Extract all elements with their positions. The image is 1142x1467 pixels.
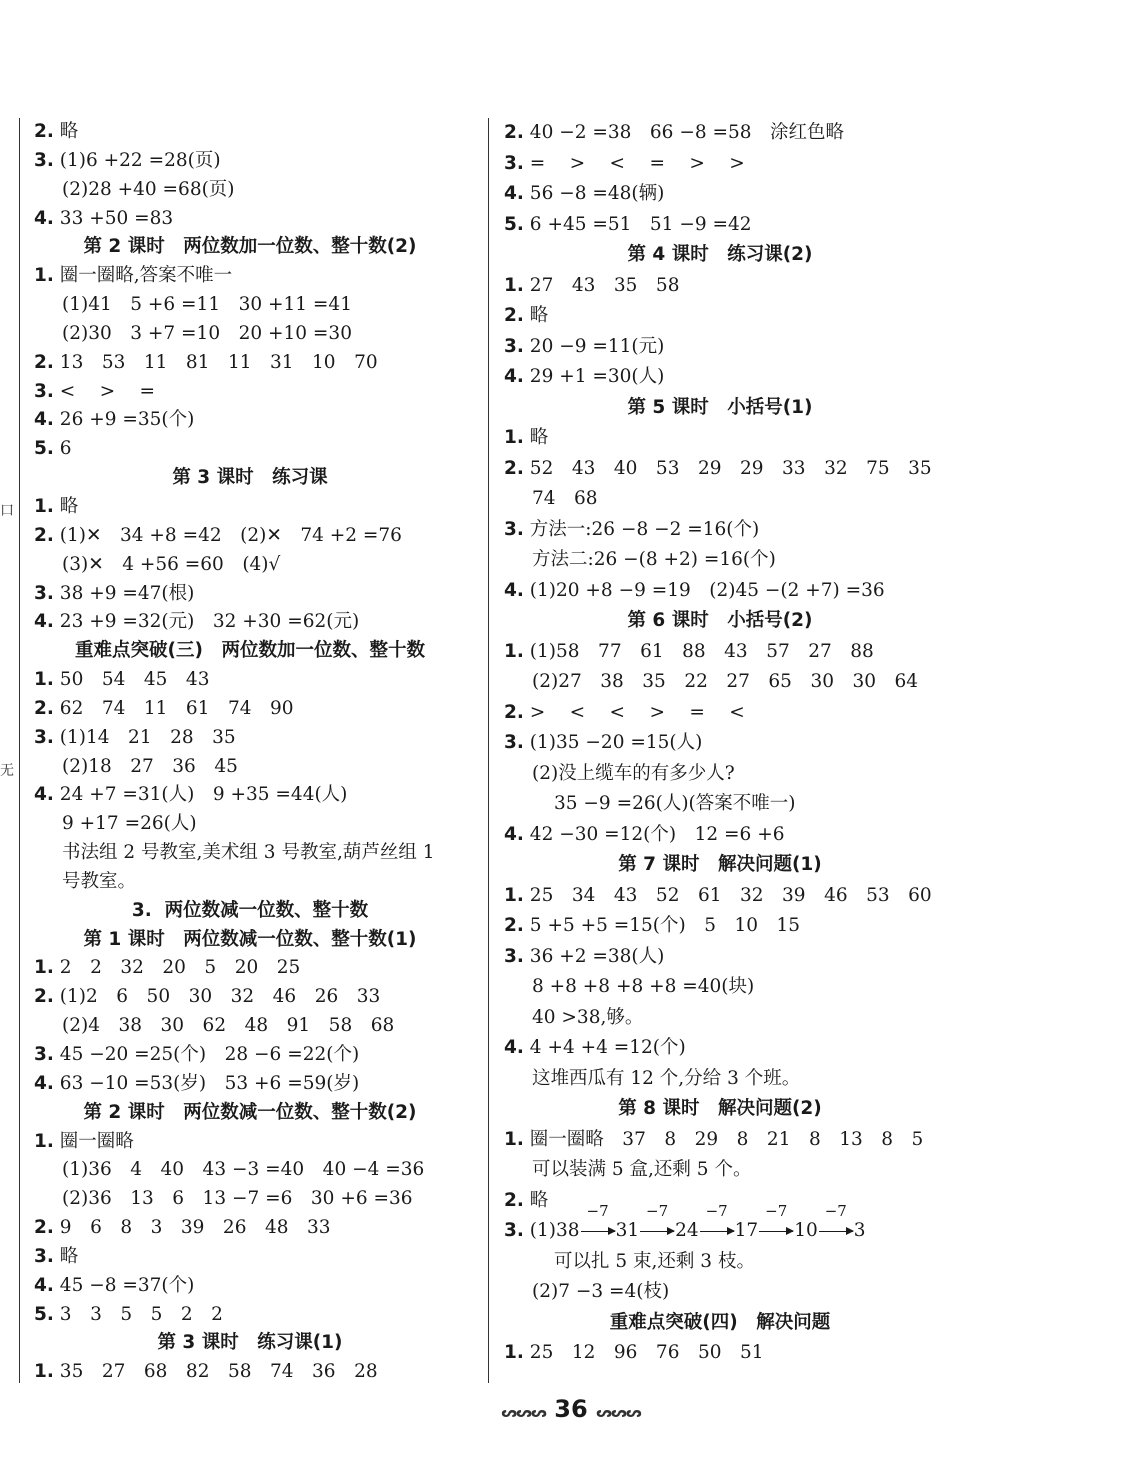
answer-text: 35 27 68 82 58 74 36 28 — [59, 1361, 378, 1383]
answer-item — [20, 1214, 480, 1243]
answer-item — [490, 911, 950, 942]
edge-mark: 无 — [0, 763, 14, 779]
question-number: 4. — [34, 611, 54, 633]
footer-ornament-left: ᔕᔕᔕ — [501, 1405, 546, 1421]
question-number: 4. — [34, 784, 54, 806]
answer-continuation: (2)没上缆车的有多少人? — [532, 762, 735, 784]
answer-text: 20 −9 =11(元) — [529, 335, 665, 357]
question-number: 3. — [504, 518, 524, 540]
chain-value: 10 — [794, 1220, 818, 1241]
answer-text: 5 +5 +5 =15(个) 5 10 15 — [529, 915, 801, 936]
answer-item — [490, 637, 950, 668]
answer-text: 略 — [59, 1245, 79, 1267]
arrow-label: −7 — [646, 1202, 669, 1220]
question-number: 2. — [34, 121, 54, 142]
answer-item — [490, 149, 950, 180]
answer-continuation: (2)36 13 6 13 −7 =6 30 +6 =36 — [62, 1188, 413, 1210]
answer-text: 23 +9 =32(元) 32 +30 =62(元) — [59, 611, 360, 633]
answer-continuation: 9 +17 =26(人) — [62, 813, 197, 835]
answer-continuation: (1)36 4 40 43 −3 =40 40 −4 =36 — [62, 1159, 425, 1181]
section-heading: 第 1 课时 两位数减一位数、整十数(1) — [83, 928, 417, 950]
answer-text: < > = — [59, 380, 156, 402]
question-number: 4. — [504, 366, 524, 387]
answer-item — [490, 271, 950, 302]
question-number: 1. — [34, 1130, 54, 1152]
answer-item — [20, 205, 480, 234]
answer-text: 13 53 11 81 11 31 10 70 — [59, 351, 378, 373]
answer-continuation: (2)7 −3 =4(枝) — [532, 1281, 670, 1302]
left-answer-column — [20, 118, 480, 1387]
section-heading: 第 4 课时 练习课(2) — [627, 244, 813, 265]
question-number: 5. — [34, 438, 54, 460]
answer-item — [20, 378, 480, 407]
answer-text: 6 — [59, 438, 72, 460]
question-number: 2. — [504, 457, 524, 479]
answer-item — [490, 820, 950, 851]
question-number: 3. — [504, 1220, 524, 1241]
answer-item — [490, 698, 950, 729]
chain-value: 17 — [734, 1220, 759, 1241]
section-heading: 第 8 课时 解决问题(2) — [618, 1098, 822, 1119]
section-heading: 3. 两位数减一位数、整十数 — [131, 899, 369, 921]
answer-continuation: (1)41 5 +6 =11 30 +11 =41 — [62, 294, 352, 316]
question-number: 1. — [34, 265, 54, 287]
question-number: 3. — [34, 1044, 54, 1065]
answer-item — [20, 781, 480, 810]
question-number: 3. — [504, 335, 524, 357]
question-number: 4. — [34, 1072, 54, 1094]
question-number: 2. — [34, 986, 54, 1008]
question-number: 4. — [504, 1037, 524, 1058]
answer-text: (1)6 +22 =28(页) — [59, 149, 221, 171]
answer-item — [20, 1041, 480, 1070]
question-number: 1. — [34, 1361, 54, 1383]
chain-value: 24 — [675, 1220, 699, 1241]
answer-text: 方法一:26 −8 −2 =16(个) — [529, 518, 760, 540]
answer-item — [490, 362, 950, 393]
sub-question-label: (1) — [529, 1220, 557, 1241]
answer-text: (1)35 −20 =15(人) — [529, 732, 703, 753]
section-heading: 重难点突破(三) 两位数加一位数、整十数 — [75, 640, 425, 662]
question-number: 3. — [504, 945, 524, 967]
answer-text: > < < > = < — [529, 701, 745, 723]
answer-text: 38 +9 =47(根) — [59, 582, 195, 604]
question-number: 3. — [504, 732, 524, 753]
arrow-chain-answer — [490, 1202, 950, 1247]
answer-item — [20, 118, 480, 147]
question-number: 1. — [34, 669, 54, 691]
question-number: 1. — [504, 884, 524, 906]
answer-item — [20, 262, 480, 291]
answer-text: 3 3 5 5 2 2 — [59, 1303, 223, 1325]
answer-continuation: 这堆西瓜有 12 个,分给 3 个班。 — [532, 1067, 801, 1089]
answer-item — [490, 576, 950, 607]
answer-text: 45 −20 =25(个) 28 −6 =22(个) — [59, 1044, 360, 1065]
answer-text: 略 — [59, 495, 79, 517]
answer-continuation: 可以装满 5 盒,还剩 5 个。 — [532, 1159, 752, 1180]
answer-text: 略 — [529, 1189, 549, 1211]
answer-item — [20, 666, 480, 695]
answer-item — [490, 881, 950, 912]
question-number: 5. — [34, 1303, 54, 1325]
answer-text: 62 74 11 61 74 90 — [59, 697, 294, 719]
answer-continuation: 书法组 2 号教室,美术组 3 号教室,葫芦丝组 1 — [62, 842, 435, 864]
answer-item — [490, 210, 950, 241]
arrow-label: −7 — [705, 1202, 728, 1220]
answer-item — [20, 349, 480, 378]
answer-item — [20, 983, 480, 1012]
answer-continuation: (2)30 3 +7 =10 20 +10 =30 — [62, 322, 352, 344]
answer-text: 略 — [529, 305, 549, 326]
answer-continuation: (3)✕ 4 +56 =60 (4)√ — [62, 553, 281, 575]
answer-text: 圈一圈略 37 8 29 8 21 8 13 8 5 — [529, 1128, 924, 1150]
answer-item — [20, 1070, 480, 1099]
answer-item — [490, 1125, 950, 1156]
answer-text: 27 43 35 58 — [529, 274, 680, 296]
answer-item — [490, 118, 950, 149]
question-number: 5. — [504, 213, 524, 235]
question-number: 3. — [34, 726, 54, 748]
answer-item — [490, 1338, 950, 1369]
answer-item — [20, 954, 480, 983]
answer-item — [20, 1358, 480, 1387]
answer-item — [20, 724, 480, 753]
answer-item — [20, 580, 480, 609]
question-number: 4. — [504, 579, 524, 601]
arrow-label: −7 — [824, 1202, 847, 1220]
answer-text: 33 +50 =83 — [59, 207, 174, 229]
answer-text: 24 +7 =31(人) 9 +35 =44(人) — [59, 784, 348, 806]
answer-text: (1)14 21 28 35 — [59, 726, 236, 748]
answer-item — [490, 332, 950, 363]
answer-text: 25 34 43 52 61 32 39 46 53 60 — [529, 884, 932, 906]
question-number: 2. — [34, 351, 54, 373]
column-divider — [488, 118, 489, 1383]
answer-text: 圈一圈略 — [59, 1130, 134, 1152]
answer-text: 圈一圈略,答案不唯一 — [59, 265, 233, 287]
answer-text: 2 2 32 20 5 20 25 — [59, 957, 301, 979]
answer-text: 略 — [59, 121, 79, 142]
answer-continuation: (2)28 +40 =68(页) — [62, 178, 235, 200]
page-number: 36 — [554, 1395, 588, 1423]
answer-item — [20, 435, 480, 464]
answer-text: (1)20 +8 −9 =19 (2)45 −(2 +7) =36 — [529, 579, 885, 601]
section-heading: 第 7 课时 解决问题(1) — [618, 854, 822, 875]
question-number: 3. — [34, 380, 54, 402]
question-number: 4. — [34, 207, 54, 229]
answer-continuation: 35 −9 =26(人)(答案不唯一) — [554, 793, 796, 814]
question-number: 4. — [34, 1274, 54, 1296]
answer-text: 26 +9 =35(个) — [59, 409, 195, 431]
answer-text: 42 −30 =12(个) 12 =6 +6 — [529, 823, 785, 845]
section-heading: 第 2 课时 两位数加一位数、整十数(2) — [83, 236, 417, 258]
answer-item — [20, 522, 480, 551]
chain-value: 3 — [853, 1220, 866, 1241]
answer-continuation: 74 68 — [532, 488, 598, 509]
answer-text: (1)58 77 61 88 43 57 27 88 — [529, 640, 874, 662]
question-number: 3. — [34, 149, 54, 171]
answer-text: 6 +45 =51 51 −9 =42 — [529, 213, 752, 235]
answer-text: = > < = > > — [529, 152, 745, 174]
question-number: 1. — [34, 495, 54, 517]
answer-item — [20, 1128, 480, 1157]
answer-item — [20, 147, 480, 176]
chain-start-value: 38 — [556, 1220, 580, 1241]
answer-item — [490, 454, 950, 485]
arrow-right-icon — [699, 1202, 735, 1247]
section-heading: 第 2 课时 两位数减一位数、整十数(2) — [83, 1101, 417, 1123]
section-heading: 第 3 课时 练习课(1) — [157, 1332, 343, 1354]
answer-item — [490, 423, 950, 454]
answer-item — [20, 1243, 480, 1272]
answer-text: 50 54 45 43 — [59, 669, 210, 691]
answer-continuation: 8 +8 +8 +8 +8 =40(块) — [532, 976, 755, 997]
answer-item — [20, 406, 480, 435]
answer-item — [490, 942, 950, 973]
answer-continuation: 40 >38,够。 — [532, 1006, 644, 1028]
question-number: 2. — [504, 701, 524, 723]
page-number-footer — [0, 1395, 1142, 1423]
arrow-right-icon — [818, 1202, 854, 1247]
section-heading: 重难点突破(四) 解决问题 — [609, 1311, 831, 1333]
answer-text: (1)2 6 50 30 32 46 26 33 — [59, 986, 381, 1008]
question-number: 3. — [34, 1245, 54, 1267]
answer-item — [490, 1033, 950, 1064]
question-number: 1. — [504, 640, 524, 662]
edge-mark: 口 — [0, 503, 14, 519]
question-number: 2. — [504, 1189, 524, 1211]
answer-text: 40 −2 =38 66 −8 =58 涂红色略 — [529, 122, 845, 143]
question-number: 2. — [34, 1217, 54, 1239]
answer-item — [20, 1301, 480, 1330]
question-number: 2. — [504, 915, 524, 936]
answer-text: 36 +2 =38(人) — [529, 945, 665, 967]
question-number: 2. — [34, 697, 54, 719]
answer-text: 45 −8 =37(个) — [59, 1274, 195, 1296]
answer-text: 52 43 40 53 29 29 33 32 75 35 — [529, 457, 932, 479]
chain-value: 31 — [615, 1220, 640, 1241]
question-number: 1. — [504, 274, 524, 296]
arrow-right-icon — [580, 1202, 616, 1247]
arrow-right-icon — [639, 1202, 675, 1247]
arrow-label: −7 — [586, 1202, 609, 1220]
answer-continuation: (2)18 27 36 45 — [62, 755, 238, 777]
section-heading: 第 5 课时 小括号(1) — [627, 396, 813, 418]
answer-item — [20, 608, 480, 637]
question-number: 3. — [504, 152, 524, 174]
question-number: 2. — [504, 122, 524, 143]
answer-item — [20, 1272, 480, 1301]
answer-text: 25 12 96 76 50 51 — [529, 1342, 764, 1363]
answer-item — [20, 695, 480, 724]
answer-continuation: 号教室。 — [62, 870, 137, 892]
answer-continuation: 可以扎 5 束,还剩 3 枝。 — [554, 1250, 755, 1272]
answer-text: 29 +1 =30(人) — [529, 366, 665, 387]
answer-continuation: 方法二:26 −(8 +2) =16(个) — [532, 549, 776, 570]
section-heading: 第 6 课时 小括号(2) — [627, 610, 813, 631]
arrow-right-icon — [758, 1202, 794, 1247]
question-number: 1. — [504, 1128, 524, 1150]
question-number: 1. — [504, 427, 524, 448]
question-number: 1. — [504, 1342, 524, 1363]
answer-item — [20, 493, 480, 522]
answer-text: 56 −8 =48(辆) — [529, 183, 665, 204]
section-heading: 第 3 课时 练习课 — [172, 467, 328, 489]
answer-item — [490, 301, 950, 332]
question-number: 4. — [504, 183, 524, 204]
answer-continuation: (2)27 38 35 22 27 65 30 30 64 — [532, 671, 919, 692]
question-number: 2. — [504, 305, 524, 326]
question-number: 2. — [34, 524, 54, 546]
question-number: 1. — [34, 957, 54, 979]
answer-item — [490, 179, 950, 210]
answer-item — [490, 515, 950, 546]
question-number: 4. — [504, 823, 524, 845]
answer-text: 略 — [529, 427, 549, 448]
answer-text: 63 −10 =53(岁) 53 +6 =59(岁) — [59, 1072, 360, 1094]
answer-continuation: (2)4 38 30 62 48 91 58 68 — [62, 1015, 395, 1037]
answer-item — [490, 728, 950, 759]
question-number: 3. — [34, 582, 54, 604]
answer-text: 9 6 8 3 39 26 48 33 — [59, 1217, 331, 1239]
arrow-label: −7 — [765, 1202, 788, 1220]
footer-ornament-right: ᔕᔕᔕ — [596, 1405, 641, 1421]
answer-text: (1)✕ 34 +8 =42 (2)✕ 74 +2 =76 — [59, 524, 402, 546]
answer-text: 4 +4 +4 =12(个) — [529, 1037, 686, 1058]
question-number: 4. — [34, 409, 54, 431]
right-answer-column — [490, 118, 950, 1369]
